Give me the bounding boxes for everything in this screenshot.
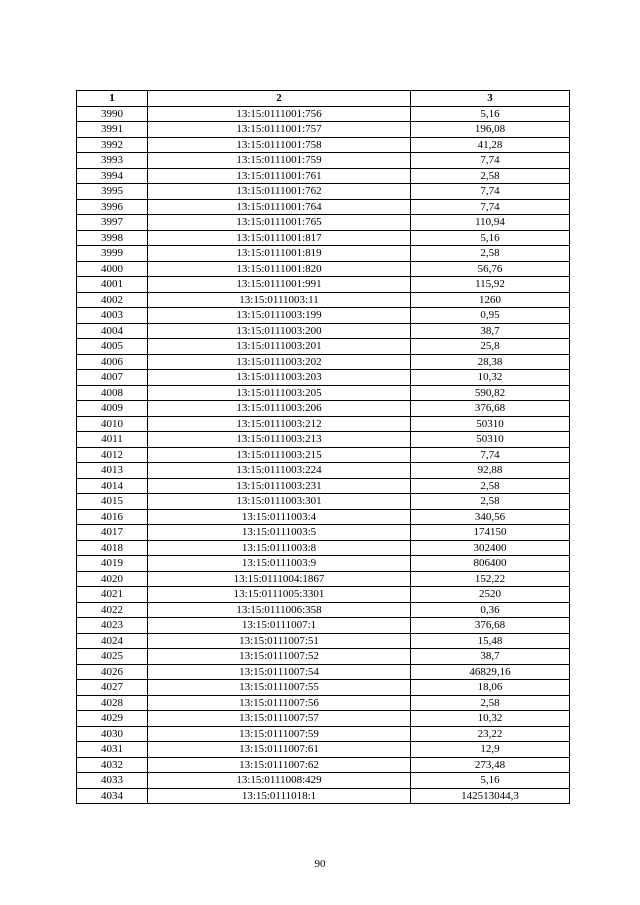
cadastral-number-cell: 13:15:0111001:819 — [148, 246, 411, 262]
cadastral-number-cell: 13:15:0111003:9 — [148, 556, 411, 572]
cadastral-number-cell: 13:15:0111003:205 — [148, 385, 411, 401]
row-number-cell: 4012 — [77, 447, 148, 463]
row-number-cell: 4004 — [77, 323, 148, 339]
table-row — [77, 757, 570, 773]
cadastral-number-cell: 13:15:0111001:765 — [148, 215, 411, 231]
value-cell: 23,22 — [411, 726, 570, 742]
table-row — [77, 509, 570, 525]
table-row — [77, 308, 570, 324]
table-row — [77, 385, 570, 401]
column-header-1: 1 — [77, 91, 148, 107]
row-number-cell: 4001 — [77, 277, 148, 293]
table-row — [77, 695, 570, 711]
cadastral-number-cell: 13:15:0111007:55 — [148, 680, 411, 696]
value-cell: 376,68 — [411, 618, 570, 634]
table-row — [77, 726, 570, 742]
table-row — [77, 664, 570, 680]
cadastral-number-cell: 13:15:0111008:429 — [148, 773, 411, 789]
row-number-cell: 3991 — [77, 122, 148, 138]
row-number-cell: 4015 — [77, 494, 148, 510]
value-cell: 5,16 — [411, 106, 570, 122]
table-row — [77, 277, 570, 293]
value-cell: 273,48 — [411, 757, 570, 773]
row-number-cell: 4029 — [77, 711, 148, 727]
table-row — [77, 432, 570, 448]
cadastral-number-cell: 13:15:0111001:762 — [148, 184, 411, 200]
column-header-3: 3 — [411, 91, 570, 107]
table-row — [77, 587, 570, 603]
cadastral-number-cell: 13:15:0111004:1867 — [148, 571, 411, 587]
table-row — [77, 633, 570, 649]
cadastral-number-cell: 13:15:0111018:1 — [148, 788, 411, 804]
column-header-2: 2 — [148, 91, 411, 107]
table-row — [77, 246, 570, 262]
table-row — [77, 137, 570, 153]
value-cell: 12,9 — [411, 742, 570, 758]
cadastral-number-cell: 13:15:0111001:757 — [148, 122, 411, 138]
row-number-cell: 4028 — [77, 695, 148, 711]
table-row — [77, 788, 570, 804]
table-row — [77, 649, 570, 665]
row-number-cell: 4011 — [77, 432, 148, 448]
value-cell: 50310 — [411, 432, 570, 448]
row-number-cell: 4024 — [77, 633, 148, 649]
row-number-cell: 4020 — [77, 571, 148, 587]
value-cell: 38,7 — [411, 323, 570, 339]
row-number-cell: 3996 — [77, 199, 148, 215]
table-row — [77, 199, 570, 215]
table-row — [77, 478, 570, 494]
value-cell: 2,58 — [411, 168, 570, 184]
table-row — [77, 354, 570, 370]
page-number: 90 — [314, 858, 326, 870]
table-row — [77, 122, 570, 138]
table-row — [77, 106, 570, 122]
value-cell: 7,74 — [411, 447, 570, 463]
data-table — [76, 90, 570, 804]
value-cell: 18,06 — [411, 680, 570, 696]
cadastral-number-cell: 13:15:0111001:820 — [148, 261, 411, 277]
value-cell: 25,8 — [411, 339, 570, 355]
row-number-cell: 3992 — [77, 137, 148, 153]
cadastral-number-cell: 13:15:0111007:1 — [148, 618, 411, 634]
cadastral-number-cell: 13:15:0111001:817 — [148, 230, 411, 246]
row-number-cell: 4009 — [77, 401, 148, 417]
cadastral-number-cell: 13:15:0111007:54 — [148, 664, 411, 680]
table-row — [77, 230, 570, 246]
cadastral-number-cell: 13:15:0111001:756 — [148, 106, 411, 122]
row-number-cell: 4010 — [77, 416, 148, 432]
value-cell: 10,32 — [411, 711, 570, 727]
row-number-cell: 4013 — [77, 463, 148, 479]
row-number-cell: 3995 — [77, 184, 148, 200]
value-cell: 7,74 — [411, 153, 570, 169]
cadastral-number-cell: 13:15:0111007:62 — [148, 757, 411, 773]
table-row — [77, 463, 570, 479]
table-row — [77, 711, 570, 727]
table-row — [77, 602, 570, 618]
row-number-cell: 4000 — [77, 261, 148, 277]
row-number-cell: 4032 — [77, 757, 148, 773]
cadastral-number-cell: 13:15:0111007:59 — [148, 726, 411, 742]
value-cell: 340,56 — [411, 509, 570, 525]
cadastral-number-cell: 13:15:0111003:301 — [148, 494, 411, 510]
value-cell: 115,92 — [411, 277, 570, 293]
value-cell: 2,58 — [411, 478, 570, 494]
value-cell: 1260 — [411, 292, 570, 308]
cadastral-number-cell: 13:15:0111003:4 — [148, 509, 411, 525]
cadastral-number-cell: 13:15:0111003:202 — [148, 354, 411, 370]
value-cell: 174150 — [411, 525, 570, 541]
cadastral-number-cell: 13:15:0111003:8 — [148, 540, 411, 556]
table-row — [77, 525, 570, 541]
table-row — [77, 556, 570, 572]
row-number-cell: 4002 — [77, 292, 148, 308]
cadastral-number-cell: 13:15:0111003:224 — [148, 463, 411, 479]
value-cell: 2,58 — [411, 246, 570, 262]
value-cell: 50310 — [411, 416, 570, 432]
value-cell: 2520 — [411, 587, 570, 603]
value-cell: 15,48 — [411, 633, 570, 649]
table-row — [77, 215, 570, 231]
value-cell: 5,16 — [411, 773, 570, 789]
table-row — [77, 680, 570, 696]
value-cell: 0,95 — [411, 308, 570, 324]
value-cell: 7,74 — [411, 184, 570, 200]
table-row — [77, 416, 570, 432]
row-number-cell: 3997 — [77, 215, 148, 231]
row-number-cell: 4019 — [77, 556, 148, 572]
table-row — [77, 168, 570, 184]
value-cell: 2,58 — [411, 695, 570, 711]
cadastral-number-cell: 13:15:0111001:758 — [148, 137, 411, 153]
row-number-cell: 4016 — [77, 509, 148, 525]
value-cell: 28,38 — [411, 354, 570, 370]
cadastral-number-cell: 13:15:0111007:57 — [148, 711, 411, 727]
cadastral-number-cell: 13:15:0111003:203 — [148, 370, 411, 386]
value-cell: 7,74 — [411, 199, 570, 215]
table-row — [77, 447, 570, 463]
table-header-row — [77, 91, 570, 107]
cadastral-number-cell: 13:15:0111003:231 — [148, 478, 411, 494]
row-number-cell: 3990 — [77, 106, 148, 122]
value-cell: 302400 — [411, 540, 570, 556]
table-row — [77, 401, 570, 417]
table-row — [77, 773, 570, 789]
row-number-cell: 4008 — [77, 385, 148, 401]
value-cell: 10,32 — [411, 370, 570, 386]
value-cell: 0,36 — [411, 602, 570, 618]
row-number-cell: 3998 — [77, 230, 148, 246]
table-row — [77, 571, 570, 587]
table-row — [77, 618, 570, 634]
value-cell: 590,82 — [411, 385, 570, 401]
row-number-cell: 4025 — [77, 649, 148, 665]
value-cell: 152,22 — [411, 571, 570, 587]
value-cell: 376,68 — [411, 401, 570, 417]
cadastral-number-cell: 13:15:0111003:201 — [148, 339, 411, 355]
row-number-cell: 4031 — [77, 742, 148, 758]
table-row — [77, 323, 570, 339]
table-body — [77, 106, 570, 804]
row-number-cell: 3999 — [77, 246, 148, 262]
table-row — [77, 540, 570, 556]
row-number-cell: 4014 — [77, 478, 148, 494]
cadastral-number-cell: 13:15:0111007:52 — [148, 649, 411, 665]
row-number-cell: 4007 — [77, 370, 148, 386]
row-number-cell: 4022 — [77, 602, 148, 618]
value-cell: 142513044,3 — [411, 788, 570, 804]
row-number-cell: 4006 — [77, 354, 148, 370]
value-cell: 196,08 — [411, 122, 570, 138]
value-cell: 46829,16 — [411, 664, 570, 680]
row-number-cell: 3994 — [77, 168, 148, 184]
cadastral-number-cell: 13:15:0111003:215 — [148, 447, 411, 463]
cadastral-number-cell: 13:15:0111001:991 — [148, 277, 411, 293]
row-number-cell: 4005 — [77, 339, 148, 355]
cadastral-number-cell: 13:15:0111003:213 — [148, 432, 411, 448]
row-number-cell: 4021 — [77, 587, 148, 603]
value-cell: 41,28 — [411, 137, 570, 153]
table-row — [77, 370, 570, 386]
table-row — [77, 153, 570, 169]
cadastral-number-cell: 13:15:0111007:56 — [148, 695, 411, 711]
table-row — [77, 261, 570, 277]
cadastral-number-cell: 13:15:0111007:51 — [148, 633, 411, 649]
row-number-cell: 3993 — [77, 153, 148, 169]
value-cell: 56,76 — [411, 261, 570, 277]
table-row — [77, 184, 570, 200]
row-number-cell: 4017 — [77, 525, 148, 541]
cadastral-number-cell: 13:15:0111005:3301 — [148, 587, 411, 603]
table-row — [77, 742, 570, 758]
cadastral-number-cell: 13:15:0111003:212 — [148, 416, 411, 432]
row-number-cell: 4030 — [77, 726, 148, 742]
cadastral-number-cell: 13:15:0111001:759 — [148, 153, 411, 169]
cadastral-number-cell: 13:15:0111007:61 — [148, 742, 411, 758]
row-number-cell: 4026 — [77, 664, 148, 680]
cadastral-number-cell: 13:15:0111001:761 — [148, 168, 411, 184]
value-cell: 110,94 — [411, 215, 570, 231]
value-cell: 38,7 — [411, 649, 570, 665]
row-number-cell: 4023 — [77, 618, 148, 634]
cadastral-number-cell: 13:15:0111003:11 — [148, 292, 411, 308]
table-row — [77, 494, 570, 510]
row-number-cell: 4027 — [77, 680, 148, 696]
value-cell: 2,58 — [411, 494, 570, 510]
table-row — [77, 292, 570, 308]
table-row — [77, 339, 570, 355]
cadastral-number-cell: 13:15:0111003:199 — [148, 308, 411, 324]
value-cell: 92,88 — [411, 463, 570, 479]
cadastral-number-cell: 13:15:0111003:206 — [148, 401, 411, 417]
cadastral-number-cell: 13:15:0111003:5 — [148, 525, 411, 541]
row-number-cell: 4033 — [77, 773, 148, 789]
row-number-cell: 4034 — [77, 788, 148, 804]
cadastral-number-cell: 13:15:0111003:200 — [148, 323, 411, 339]
cadastral-number-cell: 13:15:0111001:764 — [148, 199, 411, 215]
cadastral-number-cell: 13:15:0111006:358 — [148, 602, 411, 618]
value-cell: 5,16 — [411, 230, 570, 246]
row-number-cell: 4003 — [77, 308, 148, 324]
value-cell: 806400 — [411, 556, 570, 572]
row-number-cell: 4018 — [77, 540, 148, 556]
